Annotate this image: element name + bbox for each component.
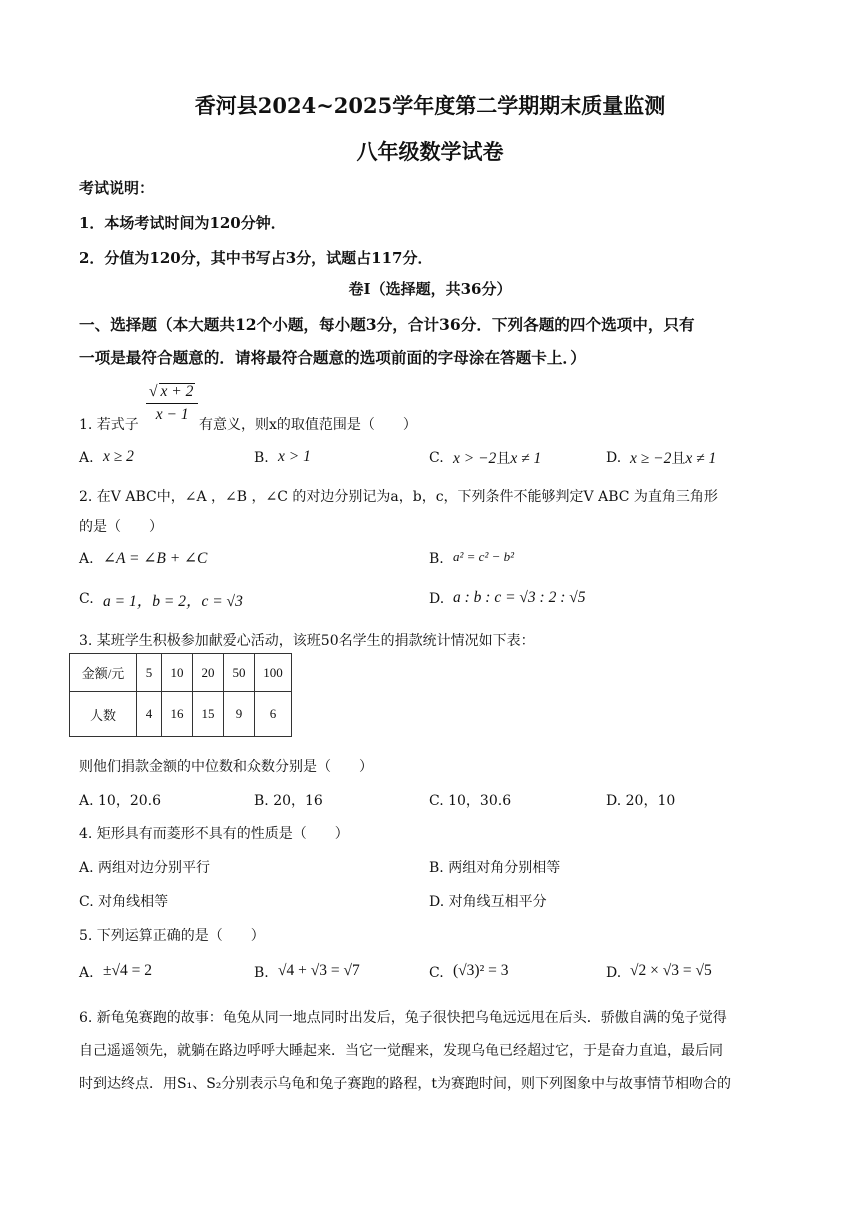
q3-text: 3. 某班学生积极参加献爱心活动，该班50名学生的捐款统计情况如下表：	[79, 633, 535, 649]
q5-option-a: ±√4 = 2	[103, 962, 153, 979]
q2-option-a-letter: A.	[79, 551, 94, 567]
q3-option-a: A. 10，20.6	[79, 793, 161, 809]
q2-option-b: a² = c² − b²	[453, 549, 515, 564]
q2-line1: 2. 在V ABC中，∠A ，∠B ，∠C 的对边分别记为a，b，c，下列条件不能够判定V ABC 为直角三角形	[79, 489, 718, 505]
q3-option-d: D. 20，10	[606, 793, 676, 809]
q2-option-d: a : b : c = √3 : 2 : √5	[453, 589, 586, 606]
q2-option-c: a = 1，b = 2，c = √3	[103, 593, 243, 610]
instruction-item-1: 1．本场考试时间为120分钟．	[79, 214, 286, 232]
q4-option-b: B. 两组对角分别相等	[429, 860, 561, 876]
table-cell: 100	[255, 654, 292, 692]
q5-option-a-letter: A.	[79, 965, 94, 981]
q1-option-a-letter: A.	[79, 450, 94, 466]
section-intro-line1: 一、选择题（本大题共12个小题，每小题3分，合计36分．下列各题的四个选项中，只有	[79, 315, 695, 334]
q1-option-d-letter: D.	[606, 450, 622, 466]
q6-line2: 自己遥遥领先，就躺在路边呼呼大睡起来．当它一觉醒来，发现乌龟已经超过它，于是奋力直追，最后同	[79, 1043, 723, 1059]
table-row	[70, 692, 292, 737]
q3-question: 则他们捐款金额的中位数和众数分别是（ ）	[79, 759, 373, 775]
q5-option-b: √4 + √3 = √7	[278, 962, 360, 979]
q1-option-b: x > 1	[278, 448, 311, 465]
q1-option-a: x ≥ 2	[103, 448, 134, 465]
q3-option-c: C. 10，30.6	[429, 793, 512, 809]
q5-option-d: √2 × √3 = √5	[630, 962, 712, 979]
q1-option-c: x > −2且x ≠ 1	[453, 450, 542, 467]
q4-option-d: D. 对角线互相平分	[429, 894, 547, 910]
q6-line3: 时到达终点．用S₁、S₂分别表示乌龟和兔子赛跑的路程，t为赛跑时间，则下列图象中与故事情节相吻合的	[79, 1076, 732, 1092]
q5-text: 5. 下列运算正确的是（ ）	[79, 928, 265, 944]
table-cell: 50	[224, 654, 255, 692]
q2-option-d-letter: D.	[429, 591, 445, 607]
q3-option-b: B. 20，16	[254, 793, 323, 809]
q1-denominator: x − 1	[155, 406, 189, 423]
table-cell: 15	[193, 692, 224, 737]
q5-option-d-letter: D.	[606, 965, 622, 981]
q5-option-c-letter: C.	[429, 965, 444, 981]
table-cell: 6	[255, 692, 292, 737]
q2-option-a: ∠A = ∠B + ∠C	[103, 550, 208, 567]
q4-option-a: A. 两组对边分别平行	[79, 860, 211, 876]
exam-subtitle: 八年级数学试卷	[356, 139, 504, 164]
table-cell: 5	[137, 654, 162, 692]
donation-table	[69, 653, 292, 737]
q1-fraction: $\frac{√ x + 2}{x - 1}$	[146, 383, 198, 424]
table-cell: 9	[224, 692, 255, 737]
q4-text: 4. 矩形具有而菱形不具有的性质是（ ）	[79, 826, 349, 842]
table-row-label: 人数	[70, 692, 137, 737]
q1-option-c-letter: C.	[429, 450, 444, 466]
table-header-label: 金额/元	[70, 654, 137, 692]
table-cell: 20	[193, 654, 224, 692]
table-cell: 4	[137, 692, 162, 737]
table-row	[70, 654, 292, 692]
q1-numerator: x + 2	[160, 383, 194, 400]
q4-option-c: C. 对角线相等	[79, 894, 169, 910]
q1-prefix: 1. 若式子	[79, 417, 139, 433]
table-cell: 16	[162, 692, 193, 737]
q2-option-c-letter: C.	[79, 591, 94, 607]
instruction-item-2: 2．分值为120分，其中书写占3分，试题占117分．	[79, 249, 433, 267]
exam-title: 香河县2024~2025学年度第二学期期末质量监测	[194, 93, 666, 118]
q2-line2: 的是（ ）	[79, 519, 163, 535]
q1-option-d: x ≥ −2且x ≠ 1	[630, 450, 717, 467]
section-intro-line2: 一项是最符合题意的．请将最符合题意的选项前面的字母涂在答题卡上．）	[79, 348, 586, 367]
instructions-heading: 考试说明：	[79, 179, 155, 197]
q1-suffix: 有意义，则x的取值范围是（ ）	[199, 417, 417, 433]
section-title: 卷Ⅰ（选择题，共36分）	[348, 280, 512, 298]
q5-option-c: (√3)² = 3	[453, 962, 509, 979]
q6-line1: 6. 新龟兔赛跑的故事：龟兔从同一地点同时出发后，兔子很快把乌龟远远甩在后头．骄傲自满的兔子觉得	[79, 1010, 727, 1026]
q5-option-b-letter: B.	[254, 965, 269, 981]
table-cell: 10	[162, 654, 193, 692]
q1-option-b-letter: B.	[254, 450, 269, 466]
q2-option-b-letter: B.	[429, 551, 444, 567]
